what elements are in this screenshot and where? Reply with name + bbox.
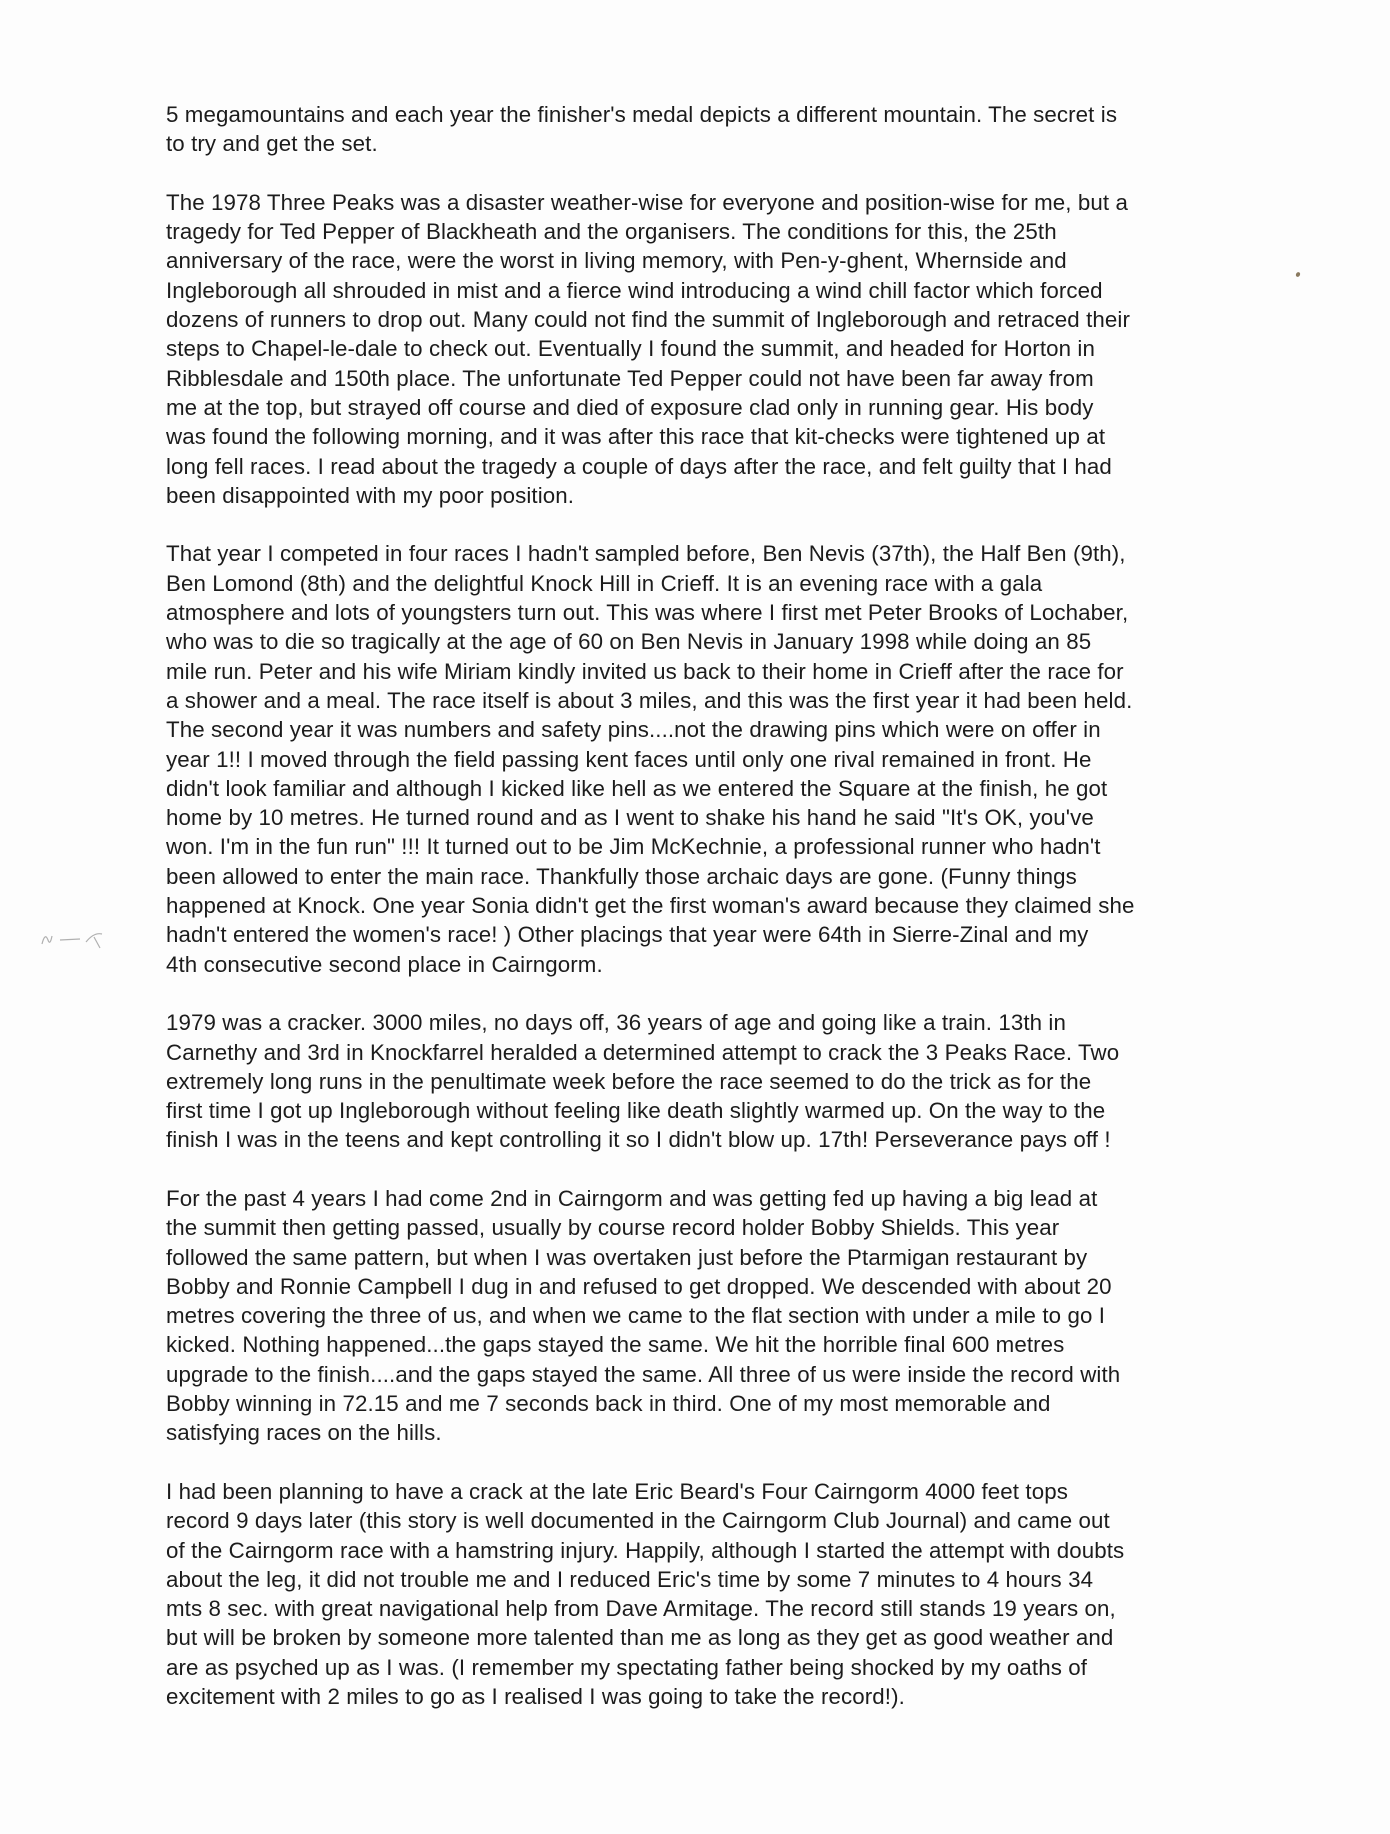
body-text bbox=[166, 100, 1284, 1741]
ink-speck bbox=[1295, 271, 1301, 277]
paragraph-four-tops-record: I had been planning to have a crack at the late Eric Beard's Four Cairngorm 4000 feet tops record 9 days later (this story is well documented in the Cairngorm Club Journal) and came out of the Cairngorm race with a hamstring injury. Happily, although I started the attempt with doubts about the leg, it did not trouble me and I reduced Eric's time by some 7 minutes to 4 hours 34 mts 8 sec. with great navigational help from Dave Armitage. The record still stands 19 years on, but will be broken by someone more talented than me as long as they get as good weather and are as psyched up as I was. (I remember my spectating father being shocked by my oaths of excitement with 2 miles to go as I realised I was going to take the record!). bbox=[166, 1478, 1125, 1710]
pencil-margin-mark bbox=[36, 924, 126, 954]
paragraph-1979: 1979 was a cracker. 3000 miles, no days off, 36 years of age and going like a train. 13th in Carnethy and 3rd in Knockfarrel heralded a determined attempt to crack the 3 Peaks Race. Two extremely long runs in the penultimate week before the race seemed to do the trick as for the first time I got up Ingleborough without feeling like death slightly warmed up. On the way to the finish I was in the teens and kept controlling it so I didn't blow up. 17th! Perseverance pays off ! bbox=[166, 1010, 1120, 1153]
paragraph-medals: 5 megamountains and each year the finisher's medal depicts a different mountain. The secret is to try and get the set. bbox=[166, 102, 1118, 157]
paragraph-cairngorm-race: For the past 4 years I had come 2nd in Cairngorm and was getting fed up having a big lead at the summit then getting passed, usually by course record holder Bobby Shields. This year followed the same pattern, but when I was overtaken just before the Ptarmigan restaurant by Bobby and Ronnie Campbell I dug in and refused to get dropped. We descended with about 20 metres covering the three of us, and when we came to the flat section with under a mile to go I kicked. Nothing happened...the gaps stayed the same. We hit the horrible final 600 metres upgrade to the finish....and the gaps stayed the same. All three of us were inside the record with Bobby winning in 72.15 and me 7 seconds back in third. One of my most memorable and satisfying races on the hills. bbox=[166, 1185, 1121, 1446]
paragraph-three-peaks-1978: The 1978 Three Peaks was a disaster weather-wise for everyone and position-wise for me, but a tragedy for Ted Pepper of Blackheath and the organisers. The conditions for this, the 25th anniversary of the race, were the worst in living memory, with Pen-y-ghent, Whernside and Ingleborough all shrouded in mist and a fierce wind introducing a wind chill factor which forced dozens of runners to drop out. Many could not find the summit of Ingleborough and retraced their steps to Chapel-le-dale to check out. Eventually I found the summit, and headed for Horton in Ribblesdale and 150th place. The unfortunate Ted Pepper could not have been far away from me at the top, but strayed off course and died of exposure clad only in running gear. His body was found the following morning, and it was after this race that kit-checks were tightened up at long fell races. I read about the tragedy a couple of days after the race, and felt guilty that I had been disappointed with my poor position. bbox=[166, 189, 1130, 508]
paragraph-knock-hill: That year I competed in four races I hadn't sampled before, Ben Nevis (37th), the Half Ben (9th), Ben Lomond (8th) and the delightful Knock Hill in Crieff. It is an evening race with a gala atmosphere and lots of youngsters turn out. This was where I first met Peter Brooks of Lochaber, who was to die so tragically at the age of 60 on Ben Nevis in January 1998 while doing an 85 mile run. Peter and his wife Miriam kindly invited us back to their home in Crieff after the race for a shower and a meal. The race itself is about 3 miles, and this was the first year it had been held. The second year it was numbers and safety pins....not the drawing pins which were on offer in year 1!! I moved through the field passing kent faces until only one rival remained in front. He didn't look familiar and although I kicked like hell as we entered the Square at the finish, he got home by 10 metres. He turned round and as I went to shake his hand he said "It's OK, you've won. I'm in the fun run" !!! It turned out to be Jim McKechnie, a professional runner who hadn't been allowed to enter the main race. Thankfully those archaic days are gone. (Funny things happened at Knock. One year Sonia didn't get the first woman's award because they claimed she hadn't entered the women's race! ) Other placings that year were 64th in Sierre-Zinal and my 4th consecutive second place in Cairngorm. bbox=[166, 541, 1135, 977]
